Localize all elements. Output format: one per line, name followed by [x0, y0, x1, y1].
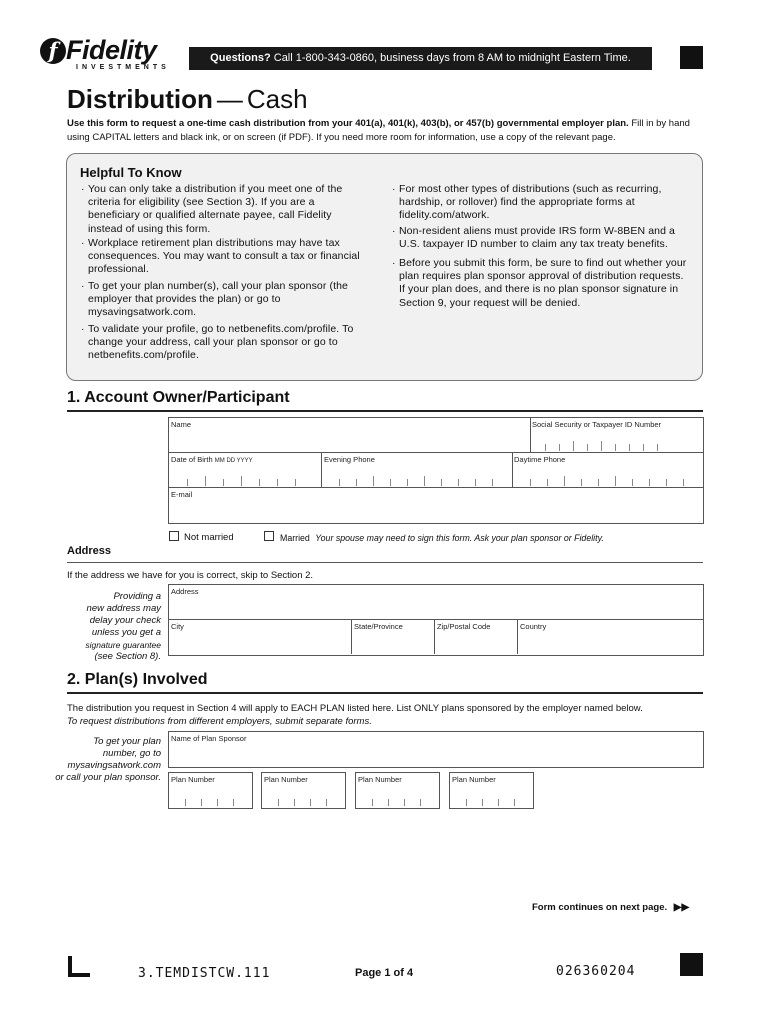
form-code: 3.TEMDISTCW.111	[138, 966, 271, 981]
dob-input[interactable]	[169, 465, 320, 486]
plan-side-note-line: To get your plan	[93, 736, 161, 747]
address-side-note-line: new address may	[86, 603, 161, 614]
married-note: Your spouse may need to sign this form. Ask your plan sponsor or Fidelity.	[315, 533, 604, 543]
city-label: City	[171, 622, 184, 631]
helpful-left-text: Workplace retirement plan distributions may have tax consequences. You may want to consult a tax or financial professional.	[88, 237, 360, 276]
helpful-title: Helpful To Know	[80, 165, 182, 180]
state-input[interactable]	[352, 632, 433, 653]
intro-text	[67, 117, 707, 145]
address-side-note-line: signature guarantee	[85, 640, 161, 650]
married-checkbox[interactable]	[264, 531, 274, 541]
city-input[interactable]	[169, 632, 350, 653]
state-label: State/Province	[354, 622, 403, 631]
address-heading: Address	[67, 545, 112, 557]
plan-number-label: Plan Number	[171, 775, 215, 784]
name-input[interactable]	[169, 430, 529, 451]
helpful-left-text: To validate your profile, go to netbenefits.com/profile. To change your address, call your plan sponsor or go to netbenefits.com/profile.	[88, 323, 354, 362]
plan-number-label: Plan Number	[264, 775, 308, 784]
questions-bar	[189, 47, 652, 70]
intro-bold: Use this form to request a one-time cash distribution from your 401(a), 401(k), 403(b), or 457(b) governmental employer plan.	[67, 118, 629, 129]
title-main: Distribution	[67, 84, 213, 114]
plan-number-input[interactable]	[262, 785, 344, 806]
plan-sponsor-label: Name of Plan Sponsor	[171, 734, 247, 743]
document-number: 026360204	[556, 964, 636, 979]
section-2-title: 2. Plan(s) Involved	[67, 671, 208, 688]
address-side-note-line: (see Section 8).	[94, 651, 161, 662]
dob-label	[171, 455, 253, 464]
not-married-label: Not married	[184, 532, 234, 543]
address-side-note	[40, 591, 161, 663]
helpful-left-text: You can only take a distribution if you meet one of the criteria for eligibility (see Section 3). If you are a beneficiary or qualified alternate payee, call Fidelity instead of using this form.	[88, 183, 343, 235]
form-continues-text: Form continues on next page.	[532, 902, 668, 913]
plan-number-label: Plan Number	[452, 775, 496, 784]
address-side-note-line: delay your check	[89, 615, 161, 626]
helpful-right-text: Non-resident aliens must provide IRS form W-8BEN and a U.S. taxpayer ID number to claim any tax treaty benefits.	[399, 225, 675, 251]
plan-number-input[interactable]	[356, 785, 438, 806]
country-label: Country	[520, 622, 547, 631]
plan-side-note-line: number, go to	[102, 748, 161, 759]
helpful-left-text: To get your plan number(s), call your plan sponsor (the employer that provides the plan) or go to mysavingsatwork.com.	[88, 280, 348, 319]
questions-text: Call 1-800-343-0860, business days from 8 AM to midnight Eastern Time.	[273, 52, 631, 64]
not-married-checkbox[interactable]	[169, 531, 179, 541]
registration-mark-top	[680, 46, 703, 69]
section-2-line1: The distribution you request in Section 4 will apply to EACH PLAN listed here. List ONLY plans sponsored by the employer named below.	[67, 703, 643, 714]
address-input[interactable]	[169, 597, 702, 618]
zip-label: Zip/Postal Code	[437, 622, 491, 631]
registration-mark-bottom	[680, 953, 703, 976]
helpful-right-text: For most other types of distributions (such as recurring, hardship, or rollover) find the appropriate forms at fidelity.com/atwork.	[399, 183, 662, 222]
dob-format: MM DD YYYY	[214, 458, 253, 464]
ssn-input[interactable]	[531, 430, 702, 451]
address-side-note-line: unless you get a	[91, 627, 161, 638]
helpful-left-item: · You can only take a distribution if you meet one of the criteria for eligibility (see Section 3). If you are a beneficiary or qualified alternate payee, call Fidelity instead of using this form.	[81, 183, 343, 235]
helpful-right-item: · For most other types of distributions (such as recurring, hardship, or rollover) find the appropriate forms at fidelity.com/atwork.	[392, 183, 662, 222]
section-2-line2: To request distributions from different employers, submit separate forms.	[67, 716, 372, 727]
country-input[interactable]	[518, 632, 702, 653]
helpful-left-item: · To validate your profile, go to netbenefits.com/profile. To change your address, call your plan sponsor or go to netbenefits.com/profile.	[81, 323, 354, 362]
email-label: E-mail	[171, 490, 193, 499]
evening-phone-input[interactable]	[322, 465, 511, 486]
daytime-phone-label: Daytime Phone	[514, 455, 566, 464]
questions-label: Questions?	[210, 52, 271, 64]
evening-phone-label: Evening Phone	[324, 455, 375, 464]
title-dash: —	[216, 84, 243, 114]
plan-number-input[interactable]	[450, 785, 532, 806]
address-note: If the address we have for you is correct, skip to Section 2.	[67, 570, 314, 581]
intro-rest: Fill in by hand using CAPITAL letters and black ink, or on screen (if PDF). If you need more room for information, use a copy of the relevant page.	[67, 118, 690, 143]
zip-input[interactable]	[435, 632, 516, 653]
dob-label-text: Date of Birth	[171, 455, 213, 464]
title-sub: Cash	[246, 84, 308, 114]
plan-number-input[interactable]	[169, 785, 251, 806]
helpful-left-item: · To get your plan number(s), call your plan sponsor (the employer that provides the plan) or go to mysavingsatwork.com.	[81, 280, 348, 319]
email-input[interactable]	[169, 500, 702, 521]
helpful-right-text: Before you submit this form, be sure to find out whether your plan requires plan sponsor approval of distribution requests. If your plan does, and there is no plan sponsor signature in Section 9, your request will be denied.	[399, 257, 687, 309]
plan-number-label: Plan Number	[358, 775, 402, 784]
logo-subtitle: INVESTMENTS	[76, 64, 170, 71]
page-number: Page 1 of 4	[355, 967, 414, 979]
ssn-label: Social Security or Taxpayer ID Number	[532, 420, 662, 429]
corner-mark-base	[68, 973, 90, 977]
married-option	[280, 533, 604, 543]
helpful-right-item: · Before you submit this form, be sure to find out whether your plan requires plan sponsor approval of distribution requests. If your plan does, and there is no plan sponsor signature in Section 9, your request will be denied.	[392, 257, 687, 309]
married-label: Married	[280, 533, 310, 543]
plan-side-note	[30, 736, 161, 784]
address-side-note-line: Providing a	[113, 591, 161, 602]
plan-side-note-line: mysavingsatwork.com	[67, 760, 161, 771]
page-title	[67, 84, 308, 115]
name-label: Name	[171, 420, 192, 429]
plan-sponsor-input[interactable]	[169, 744, 702, 765]
form-continues	[532, 902, 689, 913]
address-label: Address	[171, 587, 199, 596]
helpful-right-item: · Non-resident aliens must provide IRS form W-8BEN and a U.S. taxpayer ID number to claim any tax treaty benefits.	[392, 225, 675, 251]
daytime-phone-input[interactable]	[513, 465, 702, 486]
plan-side-note-line: or call your plan sponsor.	[55, 772, 161, 783]
continue-arrows-icon: ▶▶	[673, 902, 690, 913]
fidelity-logo-icon: f	[40, 38, 66, 64]
fidelity-logo: Fidelity	[66, 35, 157, 65]
section-1-title: 1. Account Owner/Participant	[67, 389, 290, 406]
helpful-left-item: · Workplace retirement plan distributions may have tax consequences. You may want to consult a tax or financial professional.	[81, 237, 360, 276]
